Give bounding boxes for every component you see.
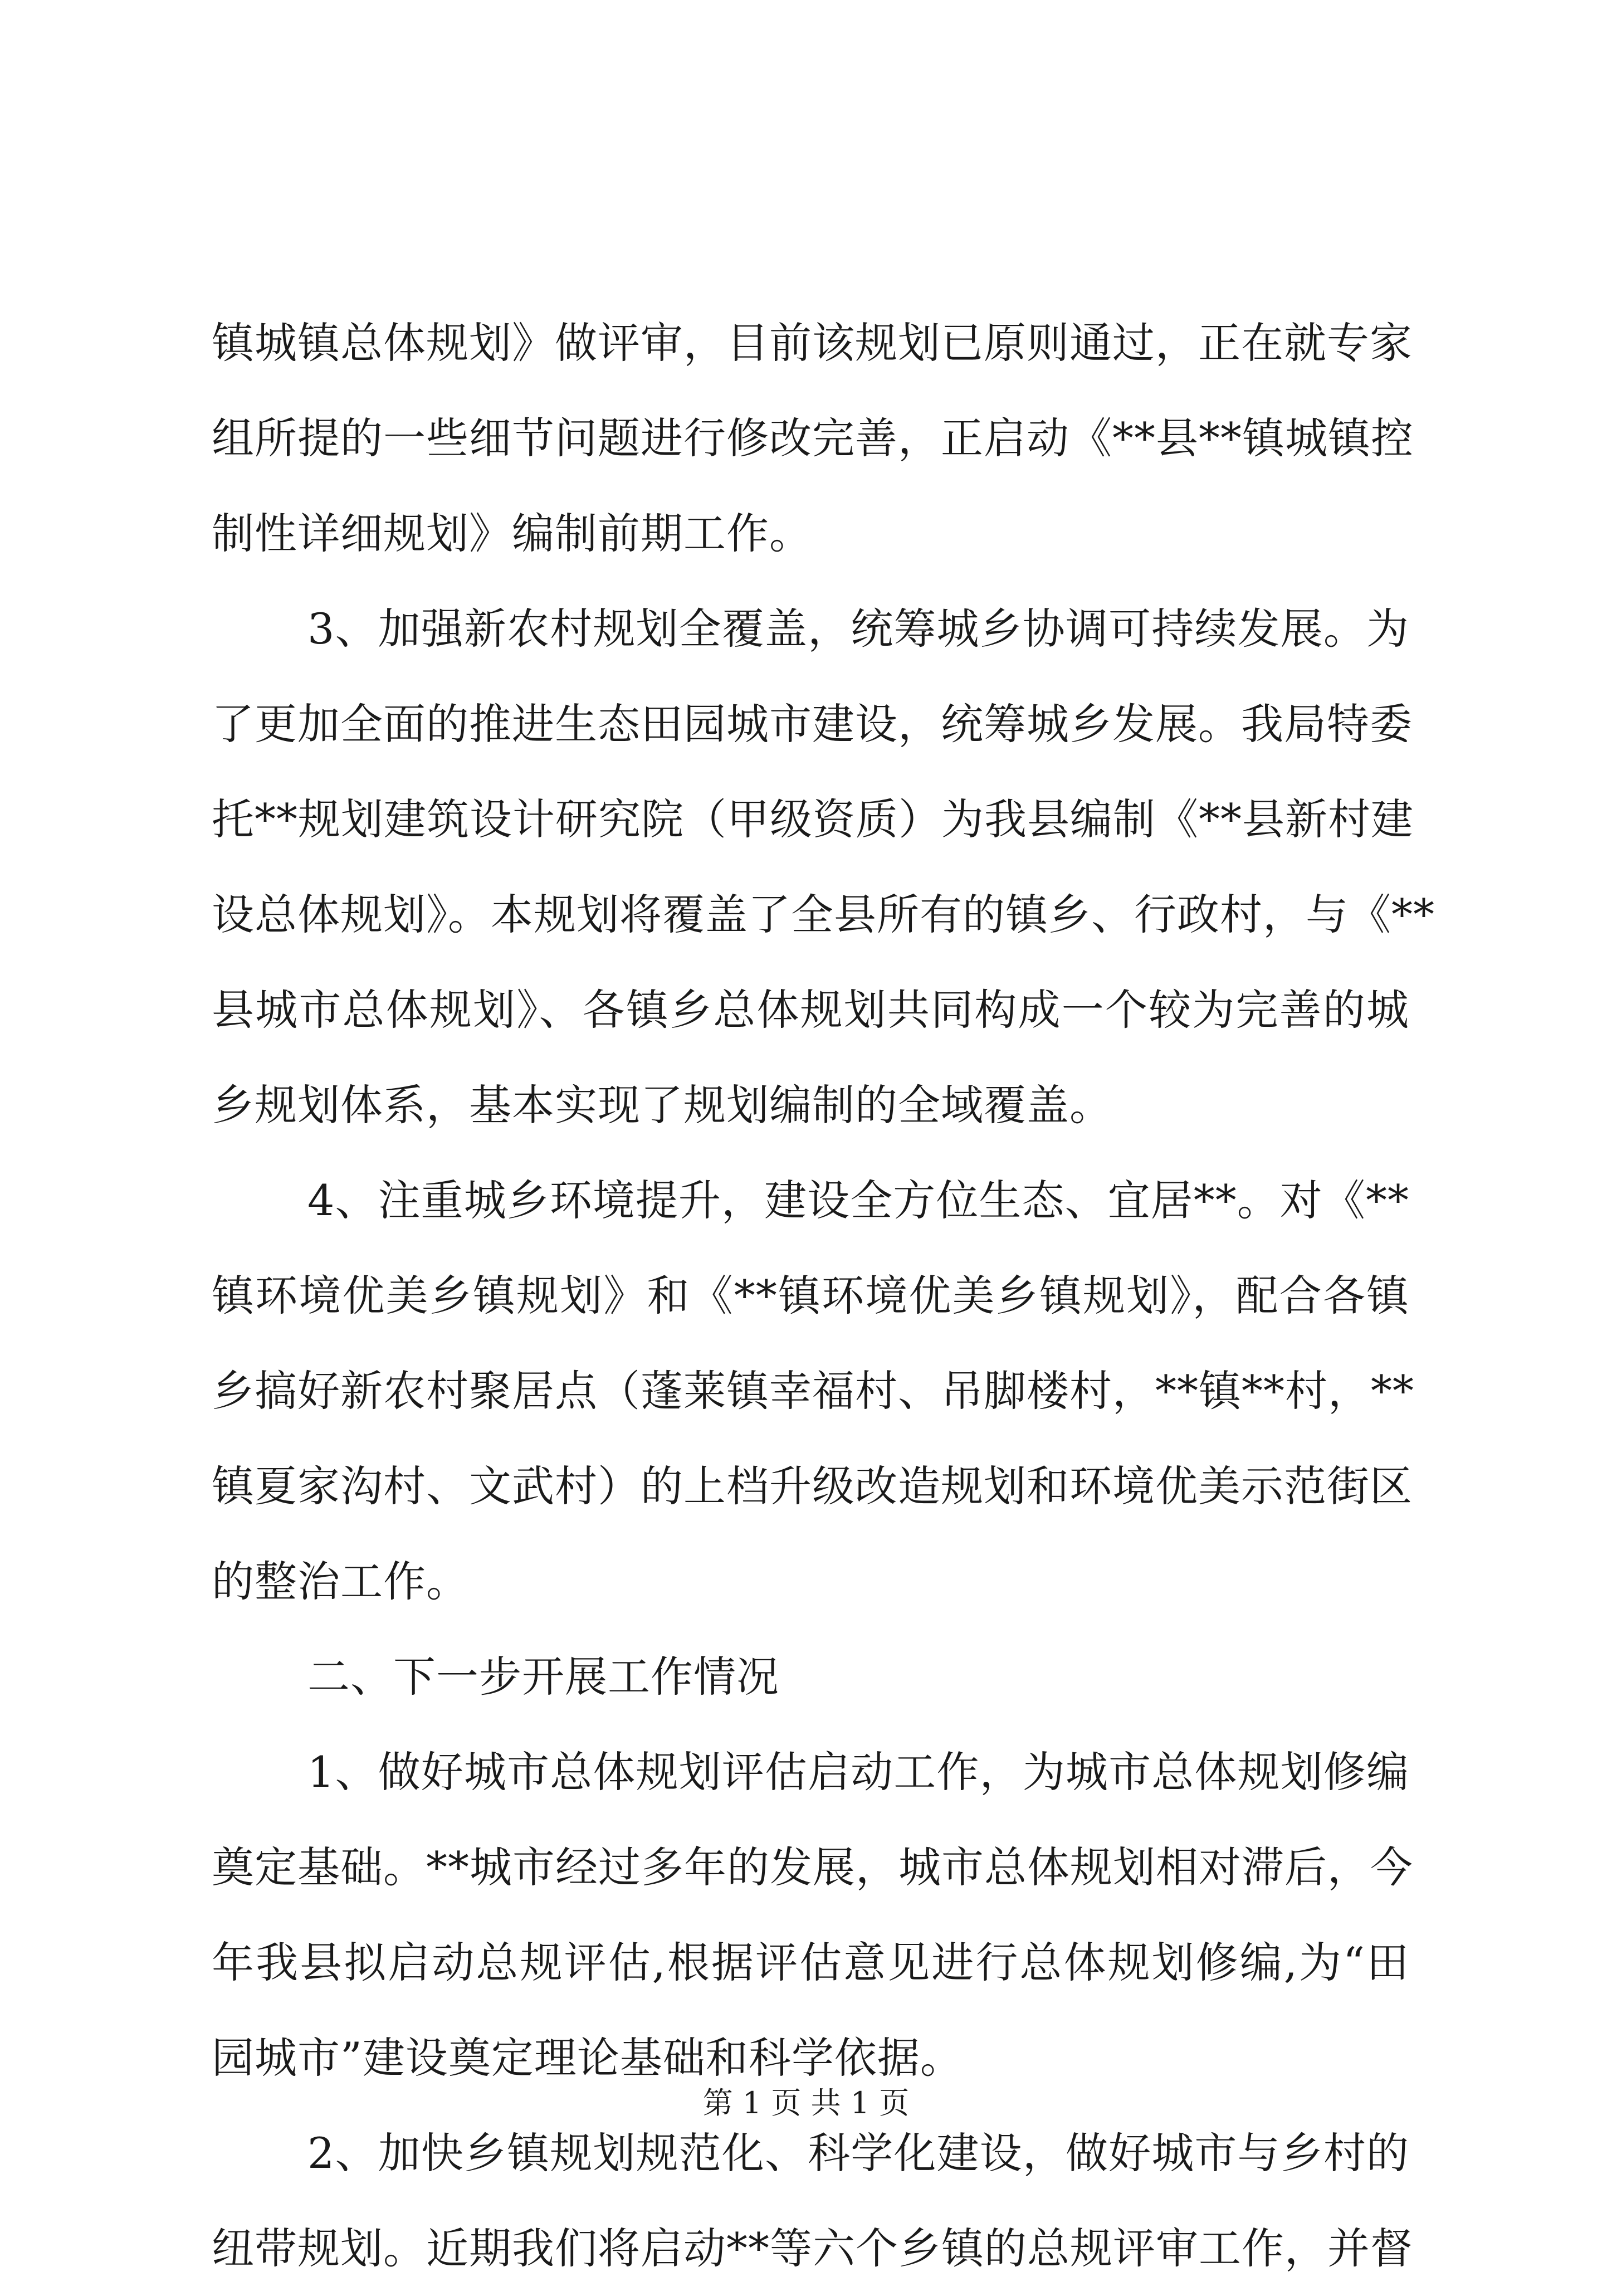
page-footer: 第 1 页 共 1 页 (702, 2085, 910, 2120)
text-line: 镇夏家沟村、文武村）的上档升级改造规划和环境优美示范街区 (212, 1461, 1413, 1511)
text-line: 园城市”建设奠定理论基础和科学依据。 (212, 2033, 963, 2083)
text-line: 纽带规划。近期我们将启动**等六个乡镇的总规评审工作，并督 (212, 2224, 1413, 2273)
text-line: 了更加全面的推进生态田园城市建设，统筹城乡发展。我局特委 (212, 699, 1413, 749)
text-line: 年我县拟启动总规评估,根据评估意见进行总体规划修编,为“田 (212, 1938, 1409, 1987)
text-line: 3、加强新农村规划全覆盖，统筹城乡协调可持续发展。为 (307, 604, 1409, 654)
text-line: 组所提的一些细节问题进行修改完善，正启动《**县**镇城镇控 (212, 413, 1414, 463)
text-line: 设总体规划》。本规划将覆盖了全县所有的镇乡、行政村，与《** (212, 890, 1435, 939)
text-line: 县城市总体规划》、各镇乡总体规划共同构成一个较为完善的城 (212, 985, 1409, 1035)
text-line: 二、下一步开展工作情况 (307, 1652, 779, 1702)
text-line: 乡搞好新农村聚居点（蓬莱镇幸福村、吊脚楼村，**镇**村，** (212, 1366, 1414, 1416)
text-line: 制性详细规划》编制前期工作。 (212, 509, 812, 558)
text-line: 2、加快乡镇规划规范化、科学化建设，做好城市与乡村的 (307, 2128, 1409, 2178)
text-line: 托**规划建筑设计研究院（甲级资质）为我县编制《**县新村建 (212, 794, 1414, 844)
text-line: 奠定基础。**城市经过多年的发展，城市总体规划相对滞后，今 (212, 1842, 1413, 1892)
text-line: 镇城镇总体规划》做评审，目前该规划已原则通过，正在就专家 (212, 318, 1413, 368)
text-line: 1、做好城市总体规划评估启动工作，为城市总体规划修编 (307, 1747, 1409, 1797)
document-body (212, 295, 1435, 2296)
text-line: 镇环境优美乡镇规划》和《**镇环境优美乡镇规划》，配合各镇 (212, 1271, 1409, 1320)
text-line: 的整治工作。 (212, 1557, 469, 1606)
text-line: 4、注重城乡环境提升，建设全方位生态、宜居**。对《** (307, 1176, 1409, 1225)
text-line: 乡规划体系，基本实现了规划编制的全域覆盖。 (212, 1080, 1112, 1130)
